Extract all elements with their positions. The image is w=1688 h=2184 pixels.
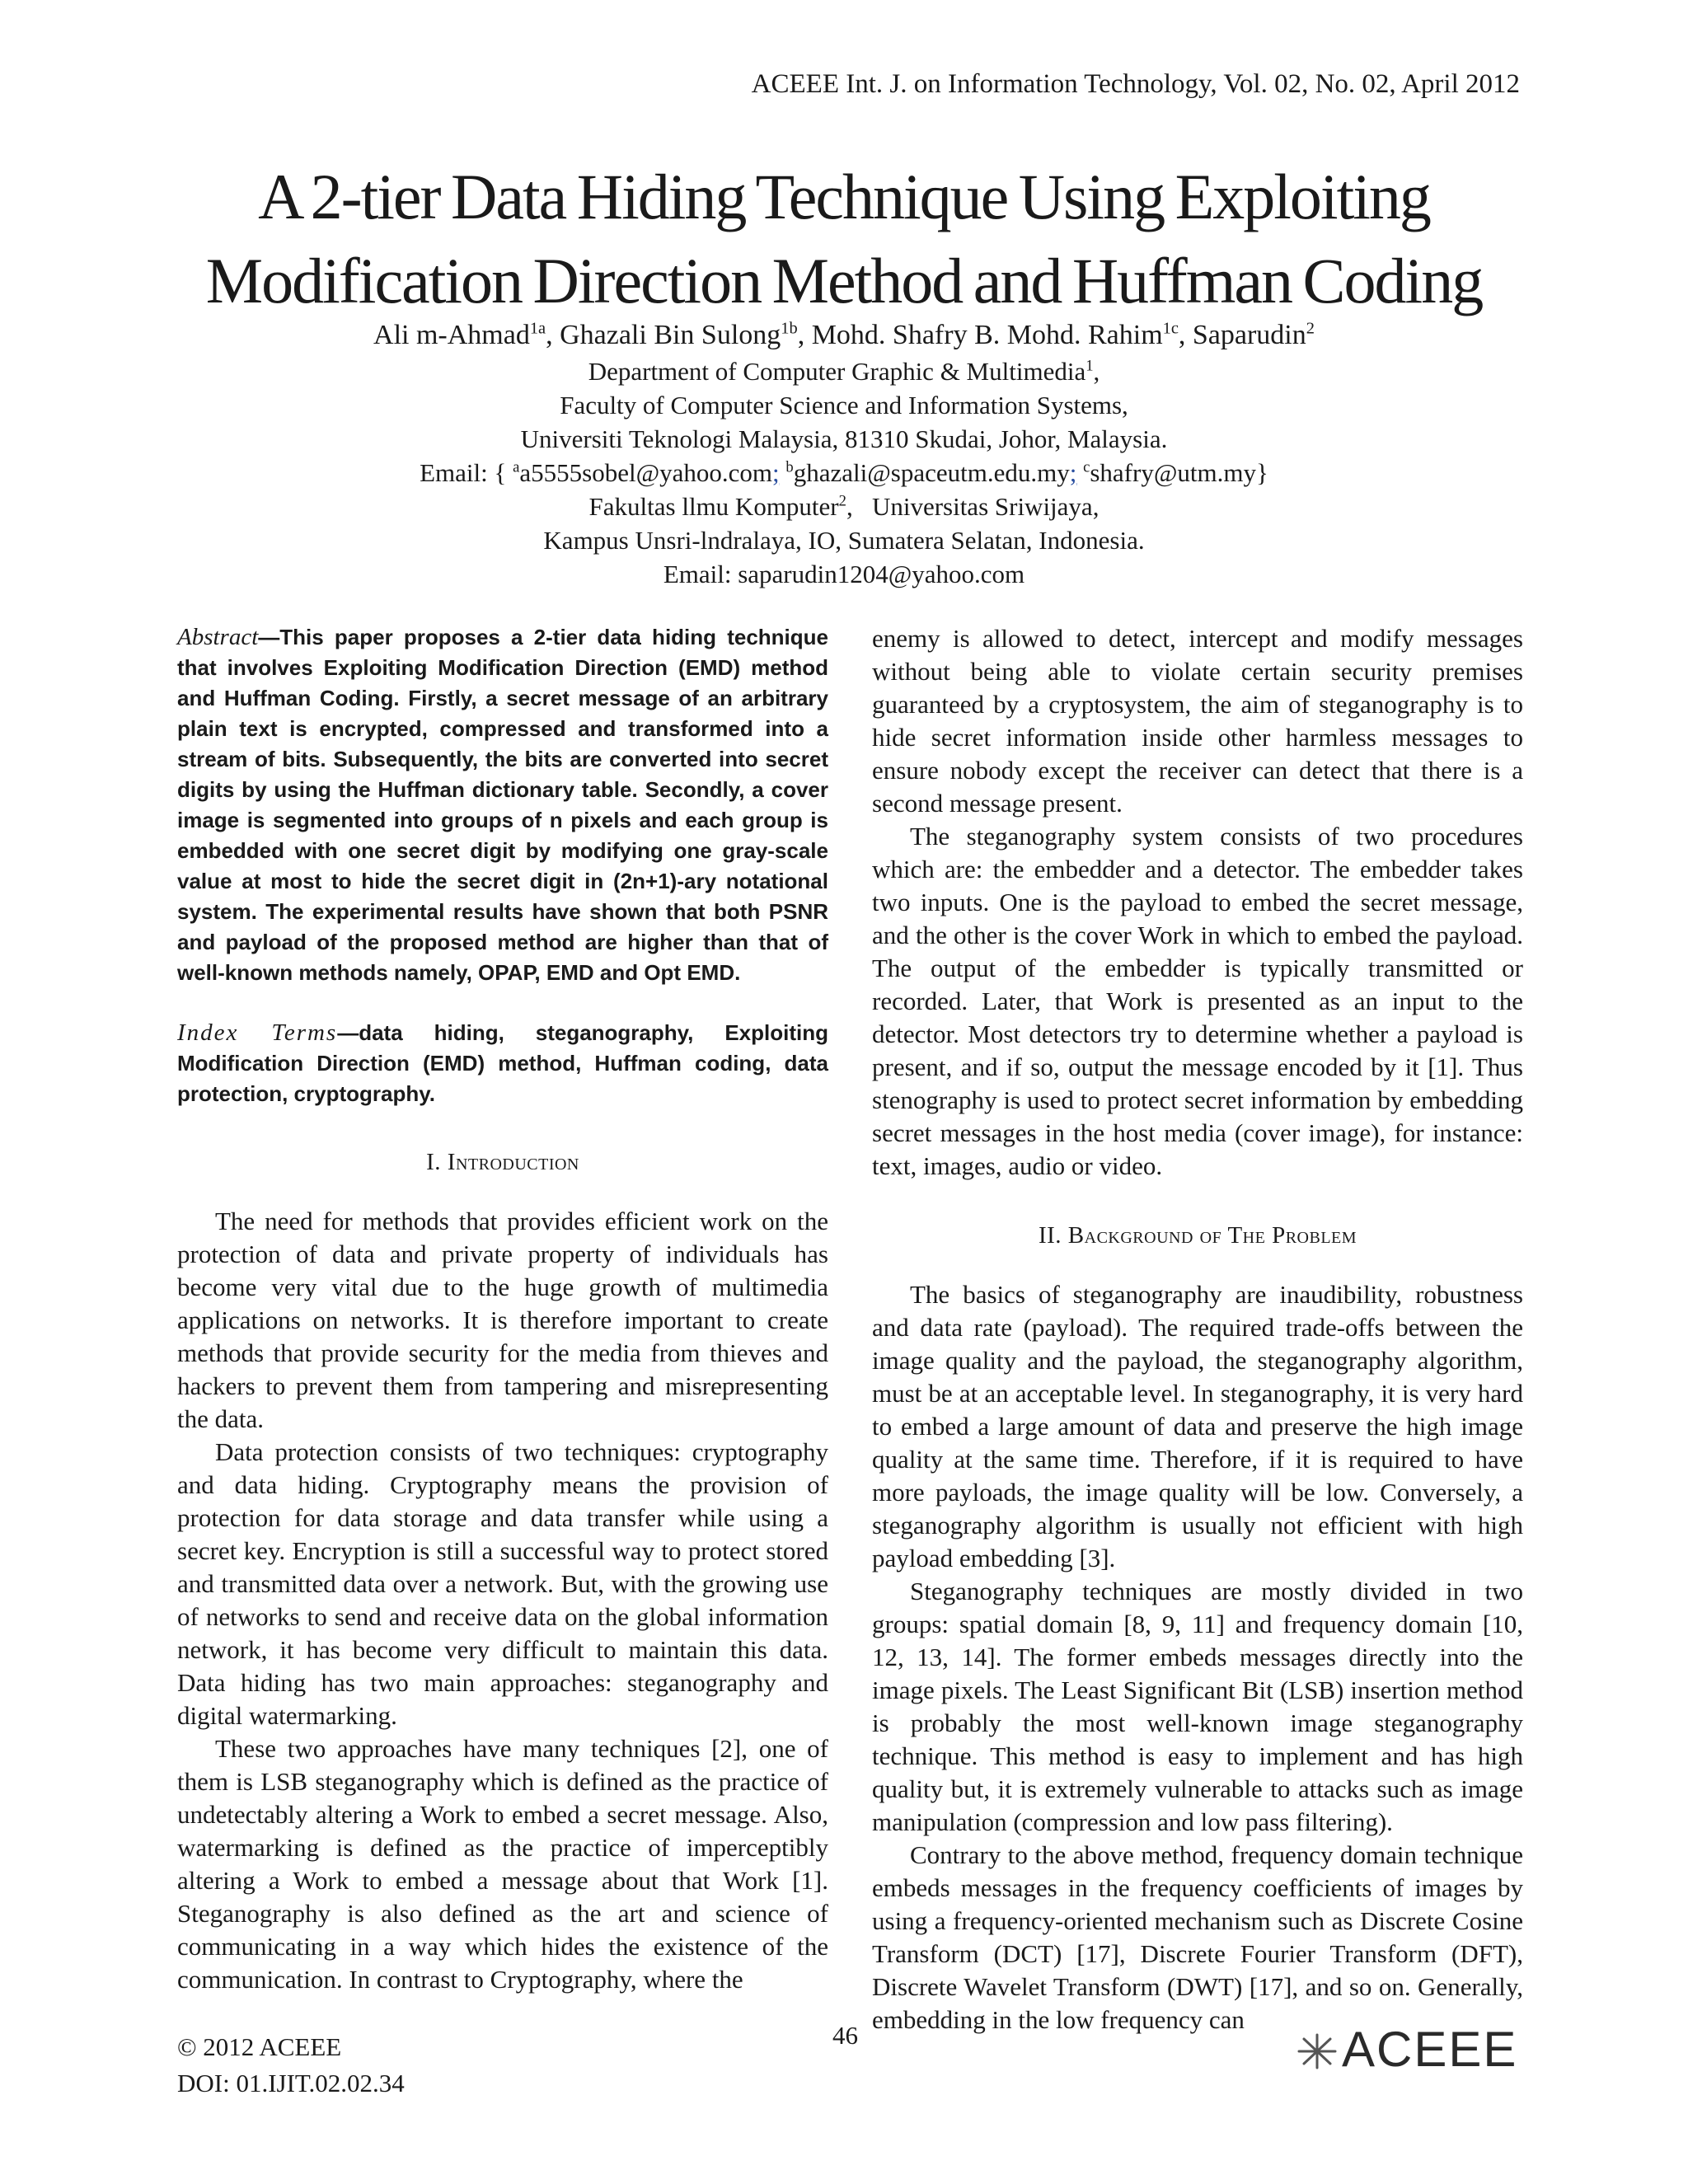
abstract	[177, 622, 828, 988]
publisher-logo	[1292, 2022, 1523, 2077]
email-link-a[interactable]: a5555sobel@yahoo.com	[519, 458, 773, 487]
email-b-sup: b	[785, 458, 794, 476]
index-terms-text: —data hiding, steganography, Exploiting Modification Direction (EMD) method, Huffman coding, data protection, cryptography.	[177, 1020, 828, 1106]
right-paragraph-2: The steganography system consists of two procedures which are: the embedder and a detector. The embedder takes two inputs. One is the payload to embed the secret message, and the other is the cover Work in which to embed the payload. The output of the embedder is typically transmitted or recorded. Later, that Work is presented as an input to the detector. Most detectors try to determine whether a payload is present, and if so, output the message encoded by it [1]. Thus stenography is used to protect secret information by embedding secret messages in the host media (cover image), for instance: text, images, audio or video.	[872, 822, 1523, 1180]
intro-paragraph-3: These two approaches have many techniques [2], one of them is LSB steganography which is defined as the practice of undetectably altering a Work to embed a secret message. Also, watermarking is defined as the practice of imperceptibly altering a Work to embed a message about that Work [1]. Steganography is also defined as the art and science of communicating in a way which hides the existence of the communication. In contrast to Cryptography, where the	[177, 1734, 828, 1994]
background-paragraph-2: Steganography techniques are mostly divided in two groups: spatial domain [8, 9, 11] and frequency domain [10, 12, 13, 14]. The former embeds messages directly into the image pixels. The Least Significant Bit (LSB) insertion method is probably the most well-known image steganography technique. This method is easy to implement and has high quality but, it is extremely vulnerable to attacks such as image manipulation (compression and low pass filtering).	[872, 1577, 1523, 1836]
index-terms-label: Index Terms	[177, 1019, 338, 1046]
email-link-c[interactable]: shafry@utm.my}	[1090, 458, 1268, 487]
affiliation-dept	[0, 354, 1688, 388]
author-3-sup: 1c	[1162, 319, 1179, 338]
dept-sup: 1	[1085, 357, 1094, 375]
fak-text: Fakultas llmu Komputer	[588, 492, 839, 521]
affiliation-university: Universiti Teknologi Malaysia, 81310 Skudai, Johor, Malaysia.	[520, 424, 1168, 453]
affiliation-faculty: Faculty of Computer Science and Information Systems,	[560, 391, 1128, 419]
author-2-sup: 1b	[781, 319, 798, 338]
fak-rest: , Universitas Sriwijaya,	[846, 492, 1100, 521]
footer-copyright	[177, 2029, 405, 2102]
logo-text: ACEEE	[1342, 2022, 1518, 2077]
author-1: Ali m-Ahmad	[373, 320, 530, 350]
email-link-b[interactable]: ghazali@spaceutm.edu.my	[793, 458, 1070, 487]
journal-header: ACEEE Int. J. on Information Technology, Vol. 02, No. 02, April 2012	[751, 69, 1520, 99]
fak-sup: 2	[838, 492, 846, 510]
section-1-heading	[177, 1146, 828, 1179]
email-prefix: Email: {	[420, 458, 513, 487]
right-paragraph-1: enemy is allowed to detect, intercept and modify messages without being able to violate certain security premises guaranteed by a cryptosystem, the aim of steganography is to hide secret information inside other harmless messages to ensure nobody except the receiver can detect that there is a second message present.	[872, 624, 1523, 818]
author-4: , Saparudin	[1178, 320, 1306, 350]
author-2: , Ghazali Bin Sulong	[546, 320, 781, 350]
email-separator-1: ;	[772, 458, 780, 487]
doi-text: DOI: 01.IJIT.02.02.34	[177, 2069, 405, 2097]
author-block	[0, 316, 1688, 591]
email-c-sup: c	[1083, 458, 1090, 476]
section-2-title: Background of The Problem	[1067, 1222, 1357, 1249]
author-list	[0, 316, 1688, 354]
affiliation-campus: Kampus Unsri-lndralaya, IO, Sumatera Selatan, Indonesia.	[543, 526, 1145, 555]
copyright-text: © 2012 ACEEE	[177, 2032, 342, 2061]
author-4-sup: 2	[1306, 319, 1315, 338]
email-separator-2: ;	[1069, 458, 1077, 487]
email-a-sup: a	[513, 458, 520, 476]
right-column	[872, 622, 1523, 2036]
section-1-title: Introduction	[447, 1149, 579, 1175]
section-2-number: II.	[1038, 1222, 1068, 1249]
paper-title	[0, 155, 1688, 323]
background-paragraph-1: The basics of steganography are inaudibility, robustness and data rate (payload). The required trade-offs between the image quality and the payload, the steganography algorithm, must be at an acceptable level. In steganography, it is very hard to embed a large amount of data and preserve the high image quality at the same time. Therefore, if it is required to have more payloads, the image quality will be low. Conversely, a steganography algorithm is usually not efficient with high payload embedding [3].	[872, 1280, 1523, 1572]
abstract-text: —This paper proposes a 2-tier data hiding technique that involves Exploiting Modification Direction (EMD) method and Huffman Coding. Firstly, a secret message of an arbitrary plain text is encrypted, compressed and transformed into a stream of bits. Subsequently, the bits are converted into secret digits by using the Huffman dictionary table. Secondly, a cover image is segmented into groups of n pixels and each group is embedded with one secret digit by modifying one gray-scale value at most to hide the secret digit in (2n+1)-ary notational system. The experimental results have shown that both PSNR and payload of the proposed method are higher than that of well-known methods namely, OPAP, EMD and Opt EMD.	[177, 625, 828, 985]
author-emails	[0, 456, 1688, 490]
page-number: 46	[832, 2021, 858, 2050]
star-icon	[1292, 2031, 1342, 2072]
author-3: , Mohd. Shafry B. Mohd. Rahim	[797, 320, 1163, 350]
dept-text: Department of Computer Graphic & Multimedia	[588, 357, 1086, 386]
author-1-sup: 1a	[529, 319, 546, 338]
title-line-2: Modification Direction Method and Huffman Coding	[205, 245, 1483, 316]
section-1-number: I.	[426, 1149, 448, 1175]
left-column	[177, 622, 828, 1996]
intro-paragraph-1: The need for methods that provides efficient work on the protection of data and private property of individuals has become very vital due to the huge growth of multimedia applications on networks. It is therefore important to create methods that provide security for the media from thieves and hackers to prevent them from tampering and misrepresenting the data.	[177, 1207, 828, 1433]
title-line-1: A 2-tier Data Hiding Technique Using Exploiting	[258, 161, 1430, 232]
section-2-heading	[872, 1219, 1523, 1252]
dept-end: ,	[1093, 357, 1100, 386]
abstract-label: Abstract	[177, 624, 259, 650]
background-paragraph-3: Contrary to the above method, frequency domain technique embeds messages in the frequency coefficients of images by using a frequency-oriented mechanism such as Discrete Cosine Transform (DCT) [17], Discrete Fourier Transform (DFT), Discrete Wavelet Transform (DWT) [17], and so on. Generally, embedding in the low frequency can	[872, 1840, 1523, 2034]
index-terms	[177, 1018, 828, 1109]
affiliation-fakultas	[0, 490, 1688, 523]
intro-paragraph-2: Data protection consists of two techniques: cryptography and data hiding. Cryptography means the provision of protection for data storage and data transfer while using a secret key. Encryption is still a successful way to protect stored and transmitted data over a network. But, with the growing use of networks to send and receive data on the global information network, it has become very difficult to maintain this data. Data hiding has two main approaches: steganography and digital watermarking.	[177, 1437, 828, 1730]
author-email-2[interactable]: Email: saparudin1204@yahoo.com	[663, 560, 1025, 588]
